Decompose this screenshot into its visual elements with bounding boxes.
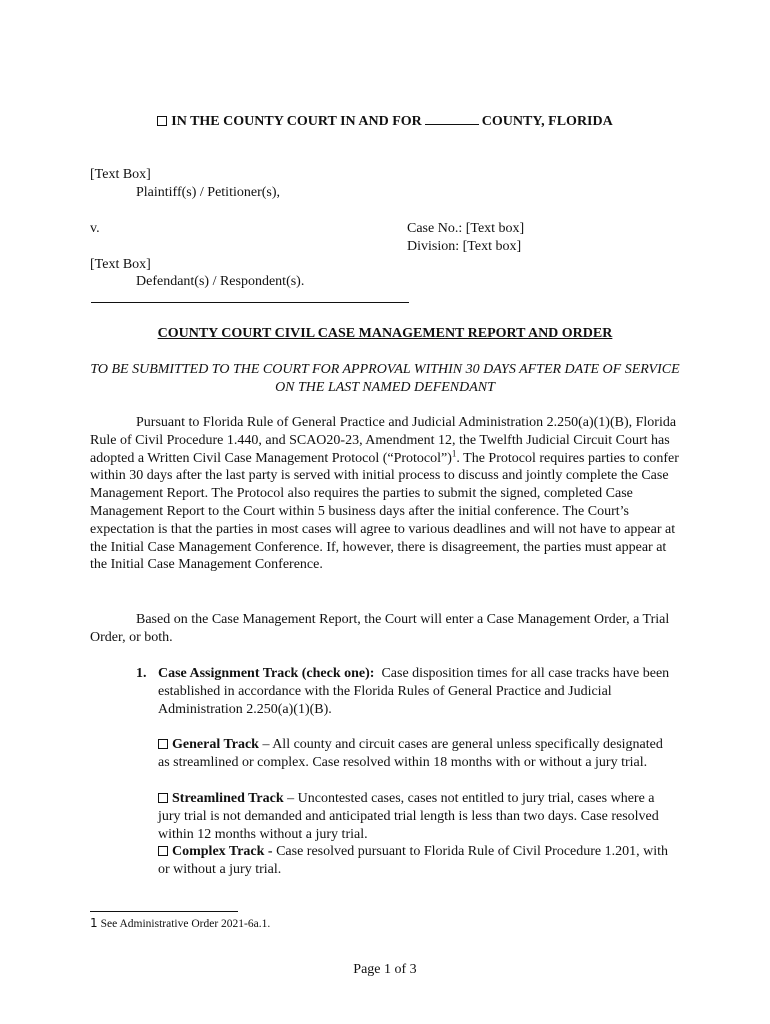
track-option-complex <box>158 843 678 879</box>
document-title: COUNTY COURT CIVIL CASE MANAGEMENT REPORT AND ORDER <box>157 326 613 341</box>
report-paragraph: Based on the Case Management Report, the Court will enter a Case Management Order, a Trial Order, or both. <box>90 612 670 645</box>
page-number: Page 1 of 3 <box>353 962 417 977</box>
item-heading: Case Assignment Track (check one): <box>158 666 375 681</box>
general-track-text: – All county and circuit cases are general unless specifically designated as streamlined or complex. Case resolved within 18 months with or without a jury trial. <box>158 737 663 770</box>
plaintiff-label: Plaintiff(s) / Petitioner(s), <box>136 185 280 200</box>
footnote-divider <box>90 911 238 912</box>
division-field[interactable]: Division: [Text box] <box>407 239 522 254</box>
court-heading <box>0 112 770 131</box>
case-assignment-track-item <box>158 665 678 718</box>
county-name-blank[interactable] <box>425 112 479 125</box>
court-heading-suffix: COUNTY, FLORIDA <box>481 114 613 129</box>
streamlined-track-label: Streamlined Track <box>172 791 284 806</box>
track-option-general <box>158 736 678 772</box>
versus-label: v. <box>90 221 100 236</box>
court-heading-prefix: IN THE COUNTY COURT IN AND FOR <box>171 114 422 129</box>
footnote-mark: 1 <box>90 916 98 930</box>
complex-track-label: Complex Track - <box>172 844 273 859</box>
footnote <box>90 915 270 934</box>
defendant-text-box[interactable]: [Text Box] <box>90 257 151 272</box>
heading-checkbox[interactable] <box>157 116 167 126</box>
streamlined-track-checkbox[interactable] <box>158 793 168 803</box>
plaintiff-text-box[interactable]: [Text Box] <box>90 167 151 182</box>
general-track-label: General Track <box>172 737 259 752</box>
intro-paragraph-text: Pursuant to Florida Rule of General Practice and Judicial Administration 2.250(a)(1)(B), Florida Rule of Civil Procedure 1.440, and SCAO20-23, Amendment 12, the Twelfth Judicial Circuit Court has adopted a Written Civil Case Management Protocol (“Protocol”) <box>90 415 677 466</box>
item-text: Case disposition times for all case tracks have been established in accordance with the Florida Rules of General Practice and Judicial Administration 2.250(a)(1)(B). <box>158 666 670 717</box>
intro-paragraph <box>90 414 682 574</box>
item-number: 1. <box>136 666 147 681</box>
footnote-text: See Administrative Order 2021-6a.1. <box>100 918 271 930</box>
complex-track-checkbox[interactable] <box>158 846 168 856</box>
complex-track-text: Case resolved pursuant to Florida Rule of Civil Procedure 1.201, with or without a jury trial. <box>158 844 669 877</box>
footnote-reference: 1 <box>451 447 457 458</box>
caption-divider <box>91 302 409 303</box>
case-number-field[interactable]: Case No.: [Text box] <box>407 221 525 236</box>
intro-paragraph-text-cont: . The Protocol requires parties to confer within 30 days after the last party is served with initial process to discuss and jointly complete the Case Management Report. The Protocol also requires the parties to submit the signed, completed Case Management Report to the Court within 5 business days after the initial conference. The Court’s expectation is that the parties in most cases will agree to various deadlines and will not have to appear at the Initial Case Management Conference. If, however, there is disagreement, the parties must appear at the Initial Case Management Conference. <box>90 450 679 573</box>
document-subtitle: TO BE SUBMITTED TO THE COURT FOR APPROVAL WITHIN 30 DAYS AFTER DATE OF SERVICE ON THE LAST NAMED DEFENDANT <box>90 362 680 395</box>
track-option-streamlined <box>158 790 678 843</box>
general-track-checkbox[interactable] <box>158 739 168 749</box>
defendant-label: Defendant(s) / Respondent(s). <box>136 274 305 289</box>
streamlined-track-text: – Uncontested cases, cases not entitled to jury trial, cases where a jury trial is not demanded and anticipated trial length is less than two days. Case resolved within 12 months without a jury trial. <box>158 791 659 842</box>
